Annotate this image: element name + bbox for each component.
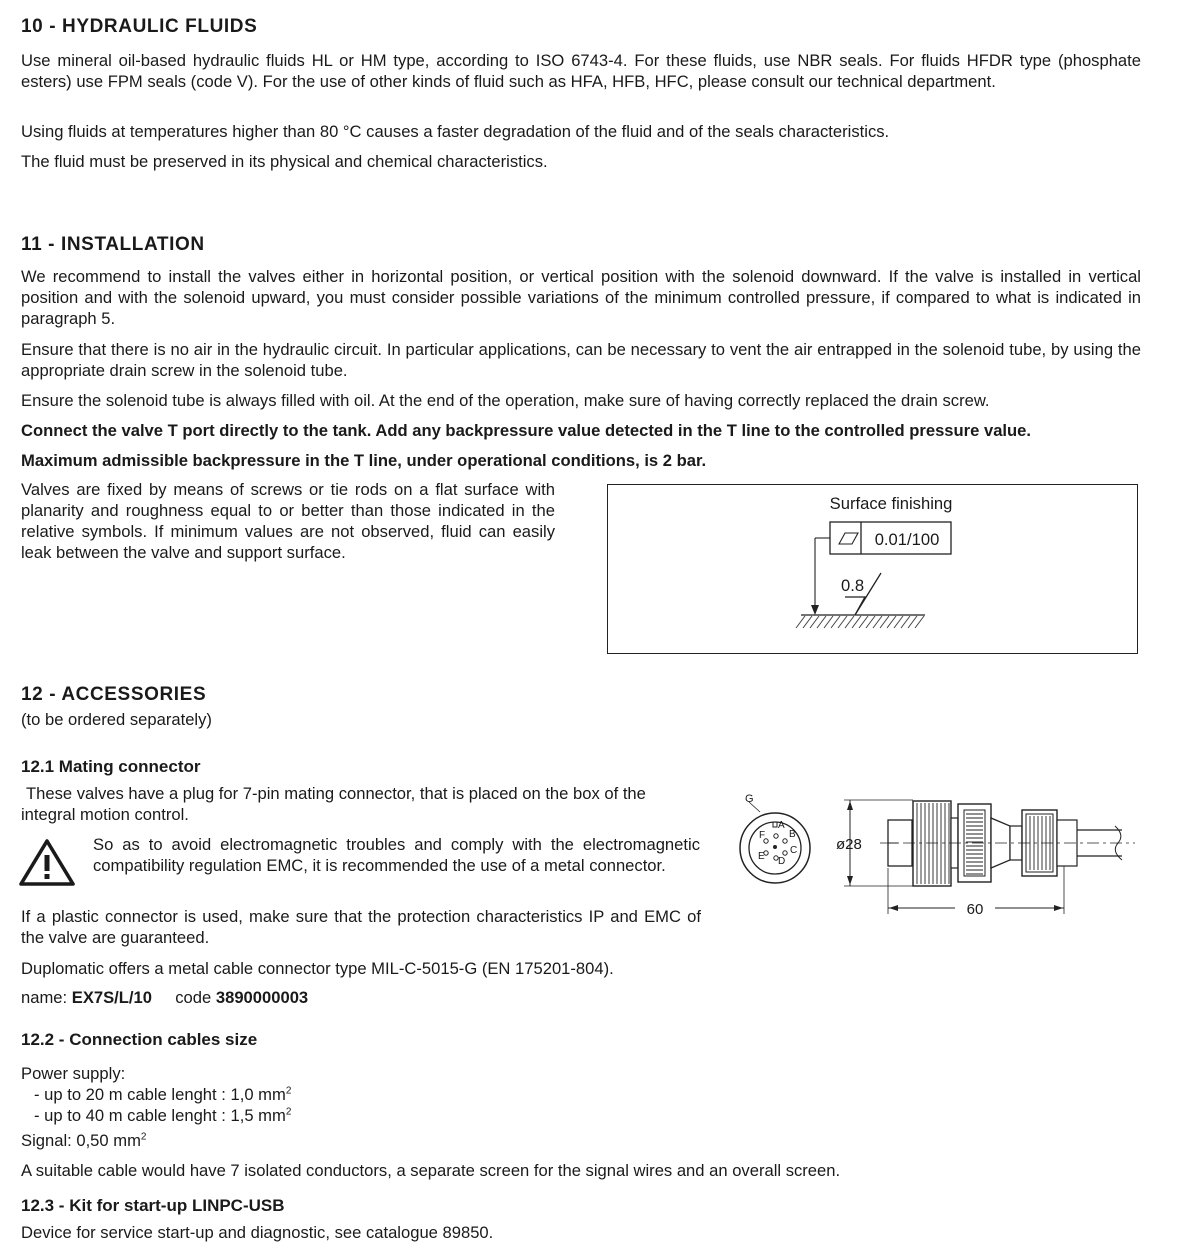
surface-finishing-box — [607, 484, 1138, 654]
section-10-paragraph-3: The fluid must be preserved in its physical and chemical characteristics. — [21, 152, 548, 171]
section-10-title: 10 - HYDRAULIC FLUIDS — [21, 16, 258, 37]
pin-label-a: A — [778, 820, 785, 831]
pin-label-b: B — [789, 829, 796, 840]
connector-drawing — [730, 790, 1150, 930]
section-12-1-paragraph-1: These valves have a plug for 7-pin mating connector, that is placed on the box of the integral motion control. — [21, 784, 646, 824]
signal-line-text: Signal: 0,50 mm — [21, 1131, 141, 1150]
section-11-paragraph-2: Ensure that there is no air in the hydraulic circuit. In particular applications, can be necessary to vent the air entrapped in the solenoid tube, by using the appropriate drain screw in the solenoid tube. — [21, 340, 1141, 380]
cable-description: A suitable cable would have 7 isolated conductors, a separate screen for the signal wires and an overall screen. — [21, 1161, 841, 1180]
pin-label-e: E — [758, 851, 765, 862]
connector-name-value: EX7S/L/10 — [71, 988, 152, 1007]
section-12-1-paragraph-3: Duplomatic offers a metal cable connector type MIL-C-5015-G (EN 175201-804). — [21, 959, 614, 978]
section-12-3-paragraph: Device for service start-up and diagnostic, see catalogue 89850. — [21, 1223, 494, 1242]
warning-text: So as to avoid electromagnetic troubles and comply with the electromagnetic compatibility regulation EMC, it is recommended the use of a metal connector. — [93, 835, 700, 875]
cable-size-line-2-sup: 2 — [285, 1106, 292, 1118]
connector-code-label: code — [175, 988, 212, 1007]
section-12-subtitle: (to be ordered separately) — [21, 710, 212, 729]
pin-label-d: D — [778, 856, 786, 867]
cable-size-line-2 — [34, 1105, 291, 1126]
section-11-paragraph-4: Connect the valve T port directly to the tank. Add any backpressure value detected in the T line to the controlled pressure value. — [21, 421, 1032, 440]
section-11-title: 11 - INSTALLATION — [21, 234, 205, 255]
surface-hatch — [796, 616, 924, 628]
section-12-1-title: 12.1 Mating connector — [21, 757, 201, 776]
cable-size-line-1 — [34, 1084, 291, 1105]
pin-label-g: G — [745, 793, 754, 805]
section-10-paragraph-1: Use mineral oil-based hydraulic fluids HL or HM type, according to ISO 6743-4. For these fluids, use NBR seals. For fluids HFDR type (phosphate esters) use FPM seals (code V). For the use of other kinds of fluid such as HFA, HFB, HFC, please consult our technical department. — [21, 51, 1141, 91]
pin-label-f: F — [759, 830, 766, 841]
surface-finishing-title: Surface finishing — [829, 494, 953, 513]
leader-arrow-icon — [811, 605, 819, 615]
length-label: 60 — [966, 901, 984, 918]
signal-line-sup: 2 — [140, 1131, 147, 1143]
section-12-title: 12 - ACCESSORIES — [21, 684, 207, 705]
flatness-symbol-icon — [839, 533, 858, 544]
section-11-paragraph-6: Valves are fixed by means of screws or tie rods on a flat surface with planarity and roughness equal to or better than those indicated in the relative symbols. If minimum values are not observed, fluid can easily leak between the valve and support surface. — [21, 480, 555, 562]
roughness-value: 0.8 — [841, 576, 865, 595]
section-11-paragraph-5: Maximum admissible backpressure in the T line, under operational conditions, is 2 bar. — [21, 451, 707, 470]
connector-name-label: name: — [21, 988, 68, 1007]
cable-size-line-1-text: - up to 20 m cable lenght : 1,0 mm — [34, 1085, 286, 1104]
section-12-3-title: 12.3 - Kit for start-up LINPC-USB — [21, 1196, 285, 1215]
section-12-1-paragraph-2: If a plastic connector is used, make sure that the protection characteristics IP and EMC of the valve are guaranteed. — [21, 907, 701, 947]
warning-icon — [18, 838, 76, 888]
connector-side-view — [836, 800, 1135, 918]
power-supply-label: Power supply: — [21, 1064, 126, 1083]
section-10-paragraph-2: Using fluids at temperatures higher than 80 °C causes a faster degradation of the fluid and of the seals characteristics. — [21, 122, 890, 141]
diameter-label: ø28 — [836, 836, 862, 853]
signal-line — [21, 1130, 146, 1151]
cable-size-line-1-sup: 2 — [285, 1085, 292, 1097]
surface-finishing-drawing — [608, 485, 1137, 653]
section-11-paragraph-3: Ensure the solenoid tube is always filled with oil. At the end of the operation, make sure of having correctly replaced the drain screw. — [21, 391, 990, 410]
connector-front-view — [740, 793, 810, 883]
section-12-2-title: 12.2 - Connection cables size — [21, 1030, 258, 1049]
flatness-value: 0.01/100 — [874, 530, 940, 549]
connector-name-line — [21, 987, 701, 1008]
section-11-paragraph-1: We recommend to install the valves either in horizontal position, or vertical position with the solenoid downward. If the valve is installed in vertical position and with the solenoid upward, you must consider possible variations of the minimum controlled pressure, if compared to what is indicated in paragraph 5. — [21, 267, 1141, 328]
pin-label-c: C — [790, 845, 798, 856]
connector-code-value: 3890000003 — [215, 988, 309, 1007]
cable-size-line-2-text: - up to 40 m cable lenght : 1,5 mm — [34, 1106, 286, 1125]
